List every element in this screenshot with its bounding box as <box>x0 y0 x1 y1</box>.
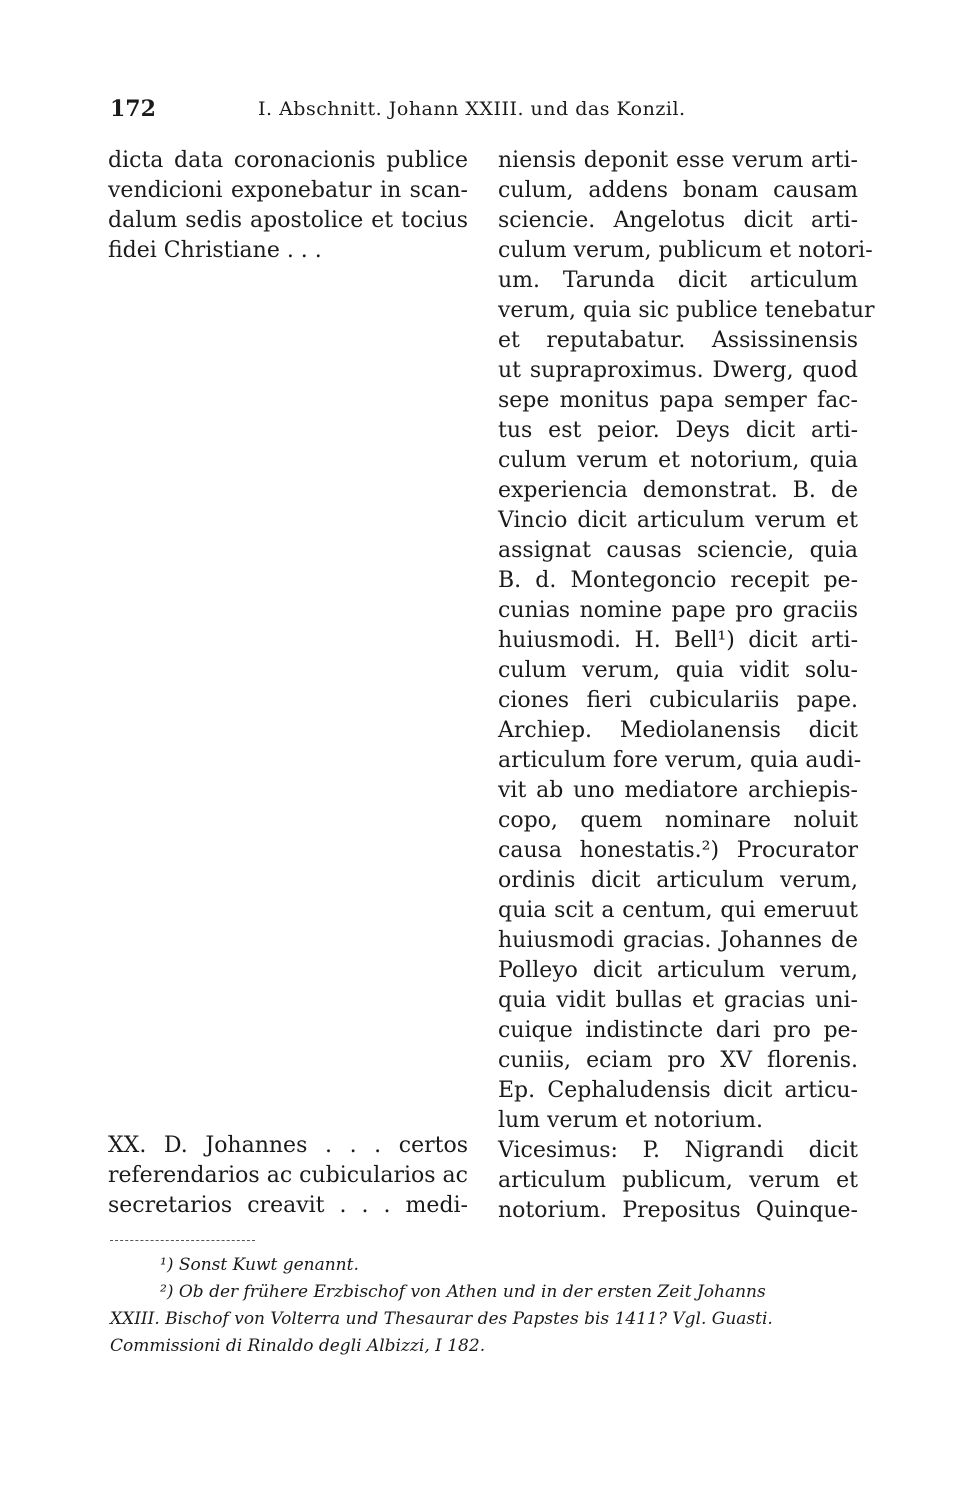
text-line: XX. D. Johannes . . . certos <box>108 1133 468 1158</box>
text-line: vit ab uno mediatore archiepis- <box>498 778 858 803</box>
text-line: vendicioni exponebatur in scan- <box>108 178 468 203</box>
left-column-top <box>108 146 468 266</box>
text-line: Ep. Cephaludensis dicit articu- <box>498 1078 858 1103</box>
text-line: huiusmodi gracias. Johannes de <box>498 928 858 953</box>
footnote-2: ²) Ob der frühere Erzbischof von Athen und in der ersten Zeit Johanns <box>160 1282 766 1302</box>
text-line: notorium. Prepositus Quinque- <box>498 1198 858 1223</box>
text-line: Vincio dicit articulum verum et <box>498 508 858 533</box>
text-line: cuniis, eciam pro XV florenis. <box>498 1048 858 1073</box>
text-line: quia scit a centum, qui emeruut <box>498 898 858 923</box>
text-line: dicta data coronacionis publice <box>108 148 468 173</box>
text-line: ordinis dicit articulum verum, <box>498 868 858 893</box>
text-line: culum, addens bonam causam <box>498 178 858 203</box>
right-column <box>498 146 875 1226</box>
text-line: articulum publicum, verum et <box>498 1168 858 1193</box>
text-line: sepe monitus papa semper fac- <box>498 388 858 413</box>
text-line: quia vidit bullas et gracias uni- <box>498 988 858 1013</box>
text-line: tus est peior. Deys dicit arti- <box>498 418 858 443</box>
text-line: verum, quia sic publice tenebatur <box>498 298 875 323</box>
footnote-divider <box>110 1240 255 1241</box>
text-line: cunias nomine pape pro graciis <box>498 598 858 623</box>
text-line: niensis deponit esse verum arti- <box>498 148 858 173</box>
text-line: copo, quem nominare noluit <box>498 808 858 833</box>
text-line: Vicesimus: P. Nigrandi dicit <box>498 1138 858 1163</box>
text-line: cuique indistincte dari pro pe- <box>498 1018 858 1043</box>
text-line: dalum sedis apostolice et tocius <box>108 208 468 233</box>
text-line: Polleyo dicit articulum verum, <box>498 958 858 983</box>
left-column-bottom <box>108 1131 468 1221</box>
text-line: fidei Christiane . . . <box>108 238 322 263</box>
text-line: um. Tarunda dicit articulum <box>498 268 858 293</box>
text-line: B. d. Montegoncio recepit pe- <box>498 568 858 593</box>
footnote-2-continued: Commissioni di Rinaldo degli Albizzi, I 182. <box>110 1336 486 1356</box>
text-line: experiencia demonstrat. B. de <box>498 478 858 503</box>
text-line: culum verum et notorium, quia <box>498 448 858 473</box>
text-line: articulum fore verum, quia audi- <box>498 748 862 773</box>
text-line: assignat causas sciencie, quia <box>498 538 858 563</box>
text-line: lum verum et notorium. <box>498 1108 763 1133</box>
text-line: ciones fieri cubiculariis pape. <box>498 688 858 713</box>
text-line: referendarios ac cubicularios ac <box>108 1163 468 1188</box>
text-line: sciencie. Angelotus dicit arti- <box>498 208 858 233</box>
text-line: et reputabatur. Assissinensis <box>498 328 858 353</box>
text-line: causa honestatis.²) Procurator <box>498 838 858 863</box>
text-line: huiusmodi. H. Bell¹) dicit arti- <box>498 628 858 653</box>
text-line: Archiep. Mediolanensis dicit <box>498 718 858 743</box>
text-line: culum verum, publicum et notori- <box>498 238 873 263</box>
text-line: ut supraproximus. Dwerg, quod <box>498 358 858 383</box>
footnote-1: ¹) Sonst Kuwt genannt. <box>160 1255 359 1275</box>
running-head: I. Abschnitt. Johann XXIII. und das Konzil. <box>258 98 686 120</box>
footnote-2-continued: XXIII. Bischof von Volterra und Thesaurar des Papstes bis 1411? Vgl. Guasti. <box>110 1309 773 1329</box>
footnotes <box>110 1252 862 1360</box>
page-number: 172 <box>110 96 156 122</box>
text-line: culum verum, quia vidit solu- <box>498 658 858 683</box>
text-line: secretarios creavit . . . medi- <box>108 1193 468 1218</box>
